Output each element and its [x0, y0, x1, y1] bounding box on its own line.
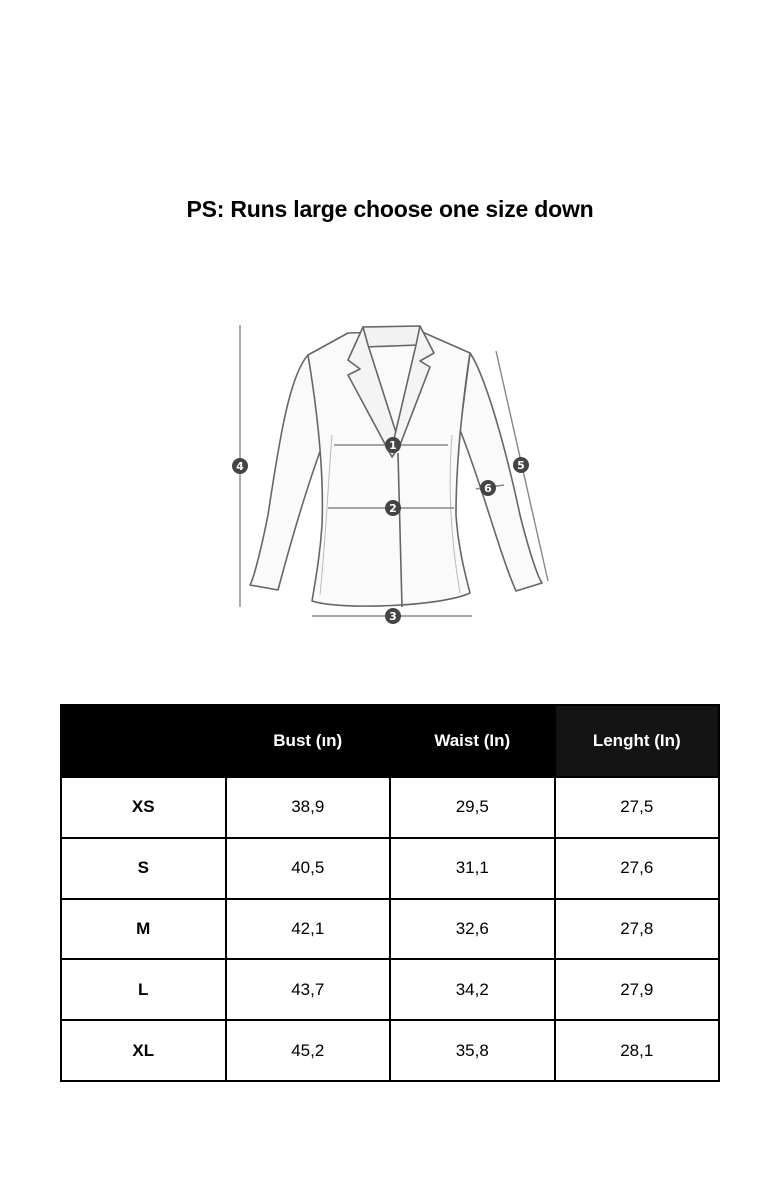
table-row: [61, 959, 719, 1020]
sizing-notice: PS: Runs large choose one size down: [186, 196, 594, 222]
table-row: [61, 777, 719, 838]
header-length: Lenght (In): [555, 705, 720, 777]
marker-waist: 2: [389, 502, 397, 515]
table-header-row: [61, 705, 719, 777]
marker-cuff: 6: [484, 482, 492, 495]
header-waist: Waist (In): [390, 705, 555, 777]
size-label: L: [61, 959, 226, 1020]
length-value: 28,1: [555, 1020, 720, 1081]
bust-value: 42,1: [226, 899, 391, 960]
bust-value: 40,5: [226, 838, 391, 899]
marker-length: 4: [236, 460, 244, 473]
table-row: [61, 899, 719, 960]
waist-value: 29,5: [390, 777, 555, 838]
size-chart-table: [60, 704, 720, 1082]
size-label: M: [61, 899, 226, 960]
marker-hem: 3: [389, 610, 397, 623]
bust-value: 45,2: [226, 1020, 391, 1081]
marker-sleeve: 5: [517, 459, 525, 472]
size-label: XL: [61, 1020, 226, 1081]
length-value: 27,9: [555, 959, 720, 1020]
header-size: [61, 705, 226, 777]
bust-value: 38,9: [226, 777, 391, 838]
waist-value: 32,6: [390, 899, 555, 960]
length-value: 27,6: [555, 838, 720, 899]
length-value: 27,5: [555, 777, 720, 838]
waist-value: 31,1: [390, 838, 555, 899]
bust-value: 43,7: [226, 959, 391, 1020]
jacket-illustration: [220, 315, 560, 635]
header-bust: Bust (ın): [226, 705, 391, 777]
jacket-measurement-diagram: [220, 315, 560, 635]
size-label: XS: [61, 777, 226, 838]
length-value: 27,8: [555, 899, 720, 960]
table-row: [61, 838, 719, 899]
waist-value: 35,8: [390, 1020, 555, 1081]
marker-bust: 1: [389, 439, 397, 452]
table-row: [61, 1020, 719, 1081]
size-label: S: [61, 838, 226, 899]
waist-value: 34,2: [390, 959, 555, 1020]
